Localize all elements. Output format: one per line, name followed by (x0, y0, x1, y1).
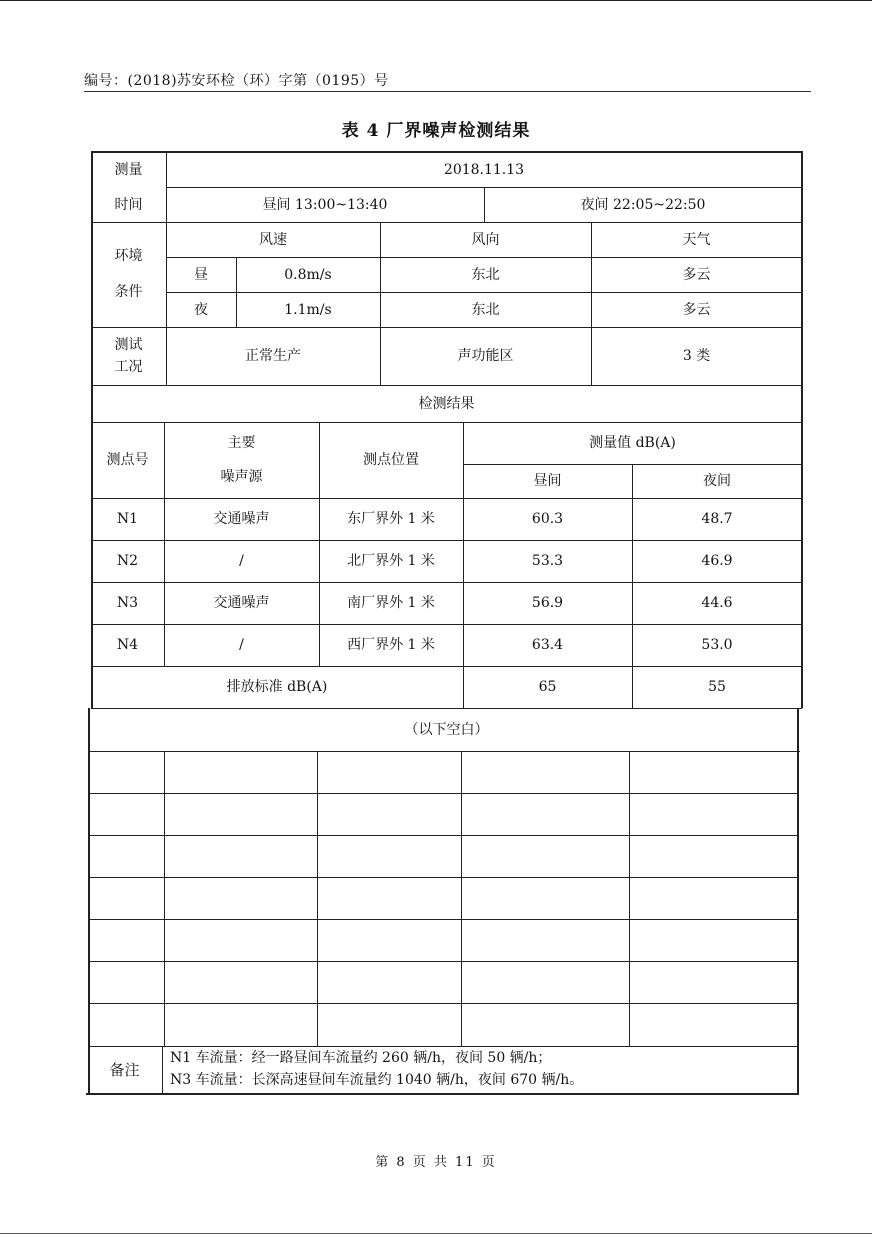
zone-value: 3 类 (682, 348, 711, 364)
env-period-day: 昼 (194, 266, 208, 283)
day-value: 63.4 (531, 637, 564, 653)
main-source-header-2: 噪声源 (220, 469, 263, 485)
location: 东厂界外 1 米 (347, 511, 435, 527)
grid-line (88, 793, 799, 794)
grid-line (629, 751, 630, 1046)
grid-line (88, 835, 799, 836)
night-value: 53.0 (701, 637, 733, 653)
night-value: 46.9 (701, 553, 733, 569)
main-source-header-1: 主要 (227, 435, 256, 451)
point-id: N4 (116, 637, 139, 653)
document-number: 编号：(2018)苏安环检（环）字第（0195）号 (84, 73, 389, 89)
night-value: 44.6 (701, 595, 733, 611)
wind-speed-header: 风速 (259, 231, 287, 248)
day-value: 60.3 (531, 511, 564, 527)
blank-note: （以下空白） (404, 721, 489, 738)
grid-line (88, 1003, 799, 1004)
main-source: / (239, 553, 244, 569)
point-id-header: 测点号 (106, 452, 149, 468)
wind-speed-day: 0.8m/s (284, 266, 332, 283)
env-period-night: 夜 (194, 301, 208, 318)
wind-speed-night: 1.1m/s (284, 301, 332, 318)
location: 南厂界外 1 米 (347, 595, 435, 611)
remark-line-2: N3 车流量：长深高速昼间车流量约 1040 辆/h，夜间 670 辆/h。 (170, 1071, 584, 1088)
location-header: 测点位置 (363, 452, 419, 468)
grid-line (88, 708, 90, 1094)
results-title: 检测结果 (418, 395, 475, 412)
measured-value-header: 测量值 dB(A) (589, 435, 676, 451)
grid-line (86, 1093, 799, 1095)
night-period: 夜间 22:05~22:50 (580, 196, 706, 213)
wind-direction-header: 风向 (471, 231, 500, 248)
location: 西厂界外 1 米 (347, 637, 435, 653)
night-header: 夜间 (703, 473, 731, 489)
location: 北厂界外 1 米 (347, 553, 435, 569)
day-header: 昼间 (533, 473, 562, 489)
point-id: N2 (116, 553, 139, 569)
standard-night: 55 (708, 679, 726, 695)
grid-line (461, 751, 462, 1046)
grid-line (317, 751, 318, 1046)
page-number: 第 8 页 共 11 页 (375, 1155, 497, 1170)
day-period: 昼间 13:00~13:40 (262, 196, 388, 213)
grid-line (89, 751, 800, 752)
test-condition-label-1: 测试 (114, 337, 143, 353)
remark-line-1: N1 车流量：经一路昼间车流量约 260 辆/h，夜间 50 辆/h； (170, 1049, 552, 1066)
main-source: 交通噪声 (213, 595, 270, 611)
env-label-2: 条件 (114, 284, 143, 300)
grid-line (164, 751, 165, 1046)
night-value: 48.7 (701, 511, 733, 527)
weather-header: 天气 (682, 231, 711, 248)
day-value: 56.9 (531, 595, 564, 611)
test-condition-label-2: 工况 (114, 359, 143, 375)
grid-line (88, 961, 799, 962)
weather-day: 多云 (682, 266, 711, 283)
header-rule (84, 91, 811, 92)
grid-line (88, 877, 799, 878)
weather-night: 多云 (682, 301, 711, 318)
measure-time-label-2: 时间 (114, 196, 143, 213)
scan-top-edge (0, 0, 872, 1)
remarks-label: 备注 (109, 1060, 140, 1079)
main-source: / (239, 637, 244, 653)
table-title: 表 4 厂界噪声检测结果 (341, 121, 531, 141)
standard-label: 排放标准 dB(A) (226, 679, 328, 695)
day-value: 53.3 (531, 553, 564, 569)
production-status: 正常生产 (245, 348, 301, 364)
grid-line (797, 708, 799, 1094)
wind-direction-day: 东北 (471, 266, 500, 283)
point-id: N1 (116, 511, 139, 527)
wind-direction-night: 东北 (471, 301, 500, 318)
measure-date: 2018.11.13 (443, 161, 525, 178)
main-source: 交通噪声 (213, 511, 270, 527)
measure-time-label-1: 测量 (114, 161, 143, 178)
scan-bottom-edge (0, 1233, 872, 1234)
grid-line (88, 919, 799, 920)
standard-day: 65 (538, 679, 557, 695)
point-id: N3 (116, 595, 139, 611)
env-label-1: 环境 (114, 248, 143, 264)
zone-label: 声功能区 (457, 348, 514, 364)
